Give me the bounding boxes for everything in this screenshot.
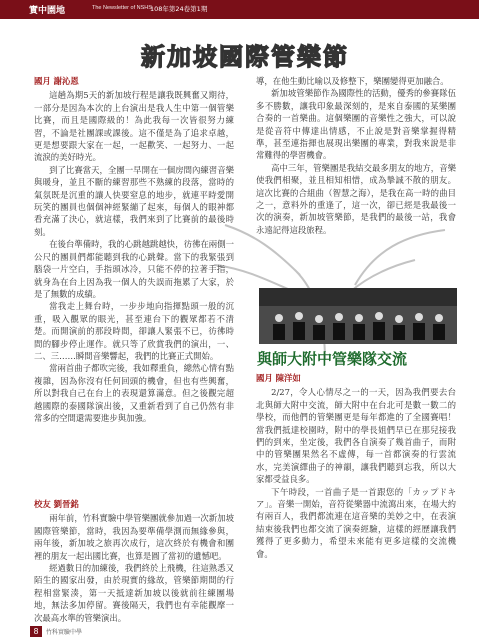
publication-subtitle: The Newsletter of NSHS xyxy=(92,5,152,11)
paragraph: 這趟為期5天的新加坡行程是讓我既興奮又期待，一部分是因為本次的上台演出是我人生中第一個管樂比賽，而且是國際級的！為此我每一次皆很努力練習，不論是社團課或課後。這不僅是為了追求卓越，更是想要跟大家在一起，一起歡笑、一起努力、一起流淚的美好時光。 xyxy=(34,90,234,163)
paragraph: 當兩首曲子都吹完後，我如釋重負，總然心情有點複雜，因為你沒有任何回頭的機會，但也有些興奮，所以對我自己在台上的表現還算滿意。但之後觀完超越國際的泰國隊演出後，又重新看到了自己仍然有非常多的空間還需要進步與加強。 xyxy=(34,363,234,423)
page-footer xyxy=(14,624,144,640)
paragraph: 當我走上舞台時，一步步地向指揮點頭一般的沉重，吸入觀眾的眼光，甚至連台下的觀眾都若不清楚。而開演前的那段時間，卻讓人緊張不已，彷彿時間的腳步停止運作。就只等了欣賞我們的演出，一、二、三……瞬間音樂響起，我們的比賽正式開始。 xyxy=(34,301,234,361)
article-column-left-2 xyxy=(34,498,234,624)
article-column-left xyxy=(34,75,234,424)
paragraph: 經過數日的加練後，我們終於上飛機，往這熟悉又陌生的國家出發，由於現實的緣故，管樂節期間的行程相當緊湊，第一天抵達新加坡以後就前往練團場地，無法多加停留。賽後隔天，我們也有幸能觀摩一次最高水準的管樂演出。 xyxy=(34,563,234,623)
paragraph: 高中三年，管樂團是我結交最多朋友的地方，音樂使我們相聚，並且相知相惜，成為摯誠不散的朋友。這次比賽的合組曲（智慧之海），是我在高一時的曲目之一，意料外的重逢了，這一次，卻已經是我最後一次的演奏，新加坡管樂節，是我們的最後一站，我會永遠記得這段旅程。 xyxy=(256,162,456,235)
paragraph: 導，在他生動比喻以及修整下，樂團變得更加融合。 xyxy=(256,76,449,86)
page-number: 8 xyxy=(30,626,42,637)
page-header xyxy=(0,0,479,19)
paragraph: 新加坡管樂節作為國際性的活動，優秀的參賽隊伍多不勝數，讓我印象最深刻的，是來自泰國的某樂團合奏的一首樂曲。這個樂團的音樂性之強大，可以說是從音符中傳達出情感，不止說是對音樂掌握得精準，甚至連指揮也展現出樂團的專業，對我來說是非常難得的學習機會。 xyxy=(256,88,456,161)
band-photo xyxy=(259,288,457,344)
paragraph: 下午時段，一首曲子是一首跟您的「カップドキア」。音樂一開始，音符從樂器中流瀉出來，在場大約有兩百人，我們都流連在這音樂的美妙之中，在表演結束後我們也都交流了演奏經驗，這樣的經歷讓我們獲得了更多動力，希望未來能有更多這樣的交流機會。 xyxy=(256,486,456,559)
publication-name: 實中園地 xyxy=(29,6,66,16)
article-column-right-2 xyxy=(256,372,456,560)
paragraph: 2/27，令人心情尽之一的一天，因為我們要去台北與師大附中交流，師大附中在台北可是數一數二的學校，而他們的管樂團更是每年都進的了全國賽唱！當我們抵達校園時，附中的學長姐們早已在那兒接我們的到來，坐定後，我們各自演奏了幾首曲子，而附中的管樂團果然名不虛傳，每一首都演奏的行雲流水，完美演繹曲子的神韻，讓我們聽到忘我，所以大家都受益良多。 xyxy=(256,387,456,485)
author-byline: 校友 劉晉銘 xyxy=(34,499,79,509)
section-title: 與師大附中管樂隊交流 xyxy=(257,350,408,368)
page-title: 新加坡國際管樂節 xyxy=(141,43,349,71)
author-byline: 國月 陳洋如 xyxy=(256,373,301,383)
school-name: 竹科實驗中學 xyxy=(46,629,83,636)
paragraph: 到了比賽當天，全團一早開在一個房間內練習音樂與暖身，並且不斷的練習那些不熟練的段落，當時的氣氛既是沉重的讓人快要窒息的地步，就連平時愛開玩笑的團員也個個神經緊繃了起來，每個人的眼神都看充滿了決心，就這樣，我們來到了比賽前的最後時刻。 xyxy=(34,164,234,237)
paragraph: 在後台準備時，我的心跳越跳越快，彷彿在兩側一公尺的團員們都能聽到我的心跳聲。當下的我緊張到腦袋一片空白，手指頭冰冷，只能不停的拉著手指，就身為在台上因為我一個人的失誤而拖累了大家，於是了無數的成績。 xyxy=(34,239,234,299)
article-column-right xyxy=(256,75,456,236)
issue-number: 108年第24卷第1期 xyxy=(150,5,208,13)
paragraph: 兩年前，竹科實驗中學管樂團就參加過一次新加坡國際管樂節，當時，我因為要準備學測而無緣參與，兩年後，新加坡之旅再次成行，這次終於有機會和團裡的朋友一起出國比賽，也算是圓了當初的遺憾吧。 xyxy=(34,513,234,561)
author-byline: 國月 謝沁恩 xyxy=(34,76,79,86)
